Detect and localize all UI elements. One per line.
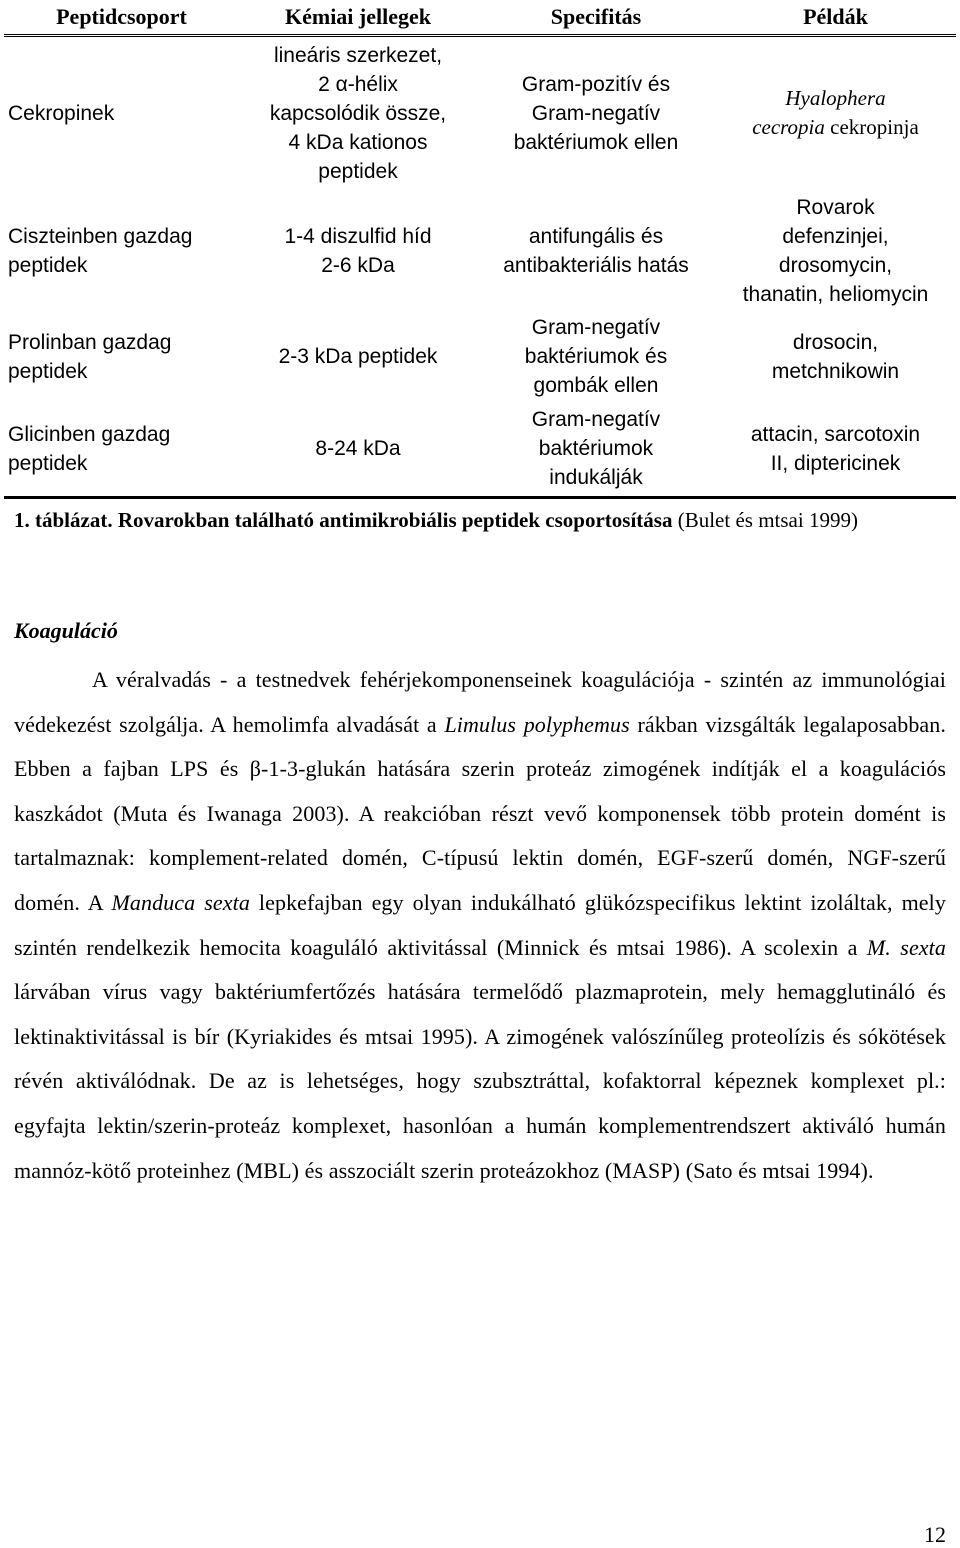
cell-chemistry: lineáris szerkezet, 2 α-hélix kapcsolódik össze, 4 kDa kationos peptidek [269,43,447,183]
cell-group: Prolinban gazdag peptidek [8,330,172,383]
cell-group: Glicinben gazdag peptidek [4,402,239,498]
caption-label: 1. táblázat. [14,508,113,532]
caption-title: Rovarokban található antimikrobiális peptidek csoportosítása [112,508,673,532]
table-row [4,190,956,312]
species-name: Manduca sexta [111,889,250,915]
page-number: 12 [924,1522,946,1547]
table-header-row [4,0,956,36]
header-peptide-group: Peptidcsoport [4,0,239,36]
species-name: Hyalophera cecropia [752,86,886,140]
cell-chemistry: 1-4 diszulfid híd 2-6 kDa [284,224,432,277]
species-name: M. sexta [866,934,946,960]
cell-specificity: antifungális és antibakteriális hatás [503,224,689,277]
cell-specificity: Gram-pozitív és Gram-negatív baktériumok ellen [513,72,679,154]
section-title: Koaguláció [14,618,118,643]
cell-examples: Hyalophera cecropia cekropinja [752,86,919,140]
header-specificity: Specifitás [477,0,715,36]
cell-group: Cekropinek [8,101,115,125]
species-name: Limulus polyphemus [444,711,630,737]
cell-group: Ciszteinben gazdag peptidek [8,224,193,277]
table-row [4,402,956,498]
header-examples: Példák [715,0,956,36]
cell-specificity: Gram-negatív baktériumok indukálják [477,402,715,498]
caption-source: (Bulet és mtsai 1999) [672,508,858,532]
table-caption [14,505,946,536]
peptide-table [4,0,956,499]
table-row [4,312,956,402]
body-paragraph: A véralvadás - a testnedvek fehérjekomponenseinek koagulációja - szintén az immunológiai védekezést szolgálja. A hemolimfa alvadását a Limulus polyphemus rákban vizsgálták legalaposabban. Ebben a fajban LPS és β-1-3-glukán hatására szerin proteáz zimogének indítják el a koagulációs kaszkádot (Muta és Iwanaga 2003). A reakcióban részt vevő komponensek több protein domént is tartalmaznak: komplement-related domén, C-típusú lektin domén, EGF-szerű domén, NGF-szerű domén. A Manduca sexta lepkefajban egy olyan indukálható glükózspecifikus lektint izoláltak, mely szintén rendelkezik hemocita koaguláló aktivitással (Minnick és mtsai 1986). A scolexin a M. sexta lárvában vírus vagy baktériumfertőzés hatására termelődő plazmaprotein, mely hemagglutináló és lektinaktivitással is bír (Kyriakides és mtsai 1995). A zimogének valószínűleg proteolízis és sókötések révén aktiválódnak. De az is lehetséges, hogy szubsztráttal, kofaktorral képeznek komplexet pl.: egyfajta lektin/szerin-proteáz komplexet, hasonlóan a humán komplementrendszert aktiváló humán mannóz-kötő proteinhez (MBL) és asszociált szerin proteázokhoz (MASP) (Sato és mtsai 1994). [14,667,946,1183]
table-row [4,36,956,190]
cell-examples: attacin, sarcotoxin II, diptericinek [715,402,956,498]
cell-specificity: Gram-negatív baktériumok és gombák ellen [524,316,668,397]
cell-chemistry: 8-24 kDa [239,402,477,498]
cell-examples: Rovarok defenzinjei, drosomycin, thanatin, heliomycin [742,195,929,306]
header-chemical-properties: Kémiai jellegek [239,0,477,36]
cell-chemistry: 2-3 kDa peptidek [278,345,438,368]
cell-examples: drosocin, metchnikowin [771,330,900,383]
